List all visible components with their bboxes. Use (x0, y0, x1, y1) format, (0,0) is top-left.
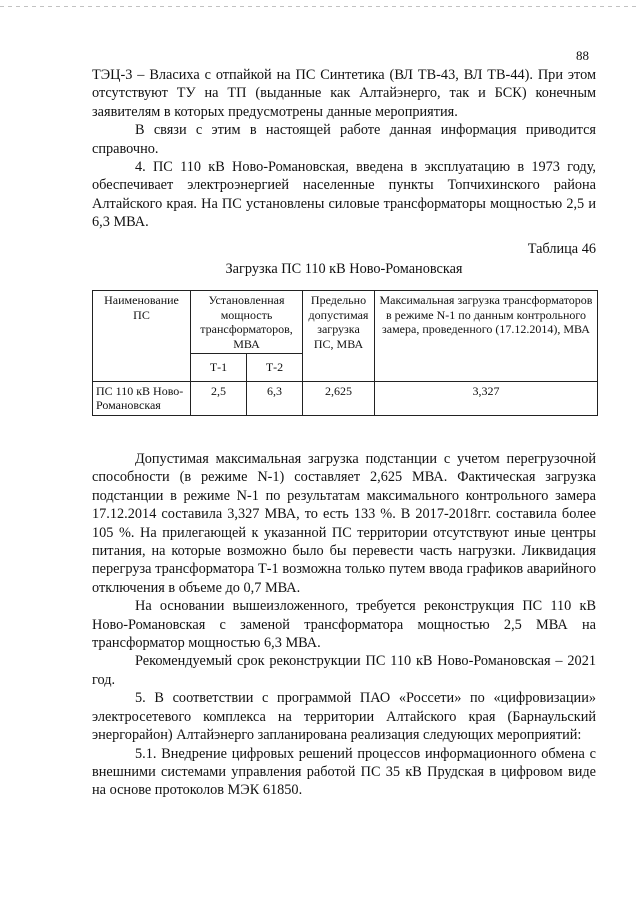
bottom-text-block (92, 450, 596, 800)
paragraph: 5.1. Внедрение цифровых решений процессов информационного обмена с внешними системами управления работой ПС 35 кВ Прудская в цифровом виде на основе протоколов МЭК 61850. (92, 745, 596, 799)
page-number: 88 (576, 48, 589, 63)
table-header-row (93, 291, 598, 354)
table-row (93, 381, 598, 415)
cell-limit: 2,625 (303, 381, 375, 415)
paragraph: Допустимая максимальная загрузка подстанции с учетом перегрузочной способности (в режиме N-1) составляет 2,625 МВА. Фактическая загрузка подстанции в режиме N-1 по результатам максимального контрольного замера 17.12.2014 составила 3,327 МВА, то есть 133 %. В 2017-2018гг. составила более 105 %. На прилегающей к указанной ПС территории отсутствуют иные центры питания, на которые возможно было бы перевести часть нагрузки. Ликвидация перегруза трансформатора Т-1 возможна только путем ввода графиков аварийного отключения в объеме до 0,7 МВА. (92, 451, 596, 596)
paragraph: В связи с этим в настоящей работе данная информация приводится справочно. (92, 122, 596, 157)
cell-max-load: 3,327 (375, 381, 598, 415)
paragraph: 5. В соответствии с программой ПАО «Россети» по «цифровизации» электросетевого комплекса на территории Алтайского края (Барнаульский энергорайон) Алтайэнерго запланирована реализация следующих мероприятий: (92, 690, 596, 744)
table-number: Таблица 46 (527, 241, 596, 257)
cell-t2: 6,3 (247, 381, 303, 415)
header-installed: Установленная мощность трансформаторов, МВА (191, 291, 303, 354)
table-title: Загрузка ПС 110 кВ Ново-Романовская (225, 261, 463, 277)
cell-t1: 2,5 (191, 381, 247, 415)
paragraph: Рекомендуемый срок реконструкции ПС 110 кВ Ново-Романовская – 2021 год. (92, 653, 596, 688)
paragraph: На основании вышеизложенного, требуется реконструкция ПС 110 кВ Ново-Романовская с заменой трансформатора мощностью 2,5 МВА на трансформатор мощностью 6,3 МВА. (92, 598, 596, 652)
header-t1: Т-1 (191, 354, 247, 382)
header-max-load: Максимальная загрузка трансформаторов в режиме N-1 по данным контрольного замера, проведенного (17.12.2014), МВА (375, 291, 598, 382)
header-name: Наименование ПС (93, 291, 191, 382)
scan-edge-artifact (0, 6, 640, 7)
cell-name: ПС 110 кВ Ново-Романовская (93, 381, 191, 415)
table-caption (92, 240, 596, 278)
paragraph: 4. ПС 110 кВ Ново-Романовская, введена в эксплуатацию в 1973 году, обеспечивает электроэнергией населенные пункты Топчихинского района Алтайского края. На ПС установлены силовые трансформаторы мощностью 2,5 и 6,3 МВА. (92, 159, 596, 231)
paragraph: ТЭЦ-3 – Власиха с отпайкой на ПС Синтетика (ВЛ ТВ-43, ВЛ ТВ-44). При этом отсутствуют ТУ на ТП (выданные как Алтайэнерго, так и БСК) конечным заявителям в которых предусмотрены данные мероприятия. (92, 67, 596, 120)
top-text-block (92, 66, 596, 232)
header-t2: Т-2 (247, 354, 303, 382)
load-table (92, 290, 598, 416)
header-limit: Предельно допустимая загрузка ПС, МВА (303, 291, 375, 382)
